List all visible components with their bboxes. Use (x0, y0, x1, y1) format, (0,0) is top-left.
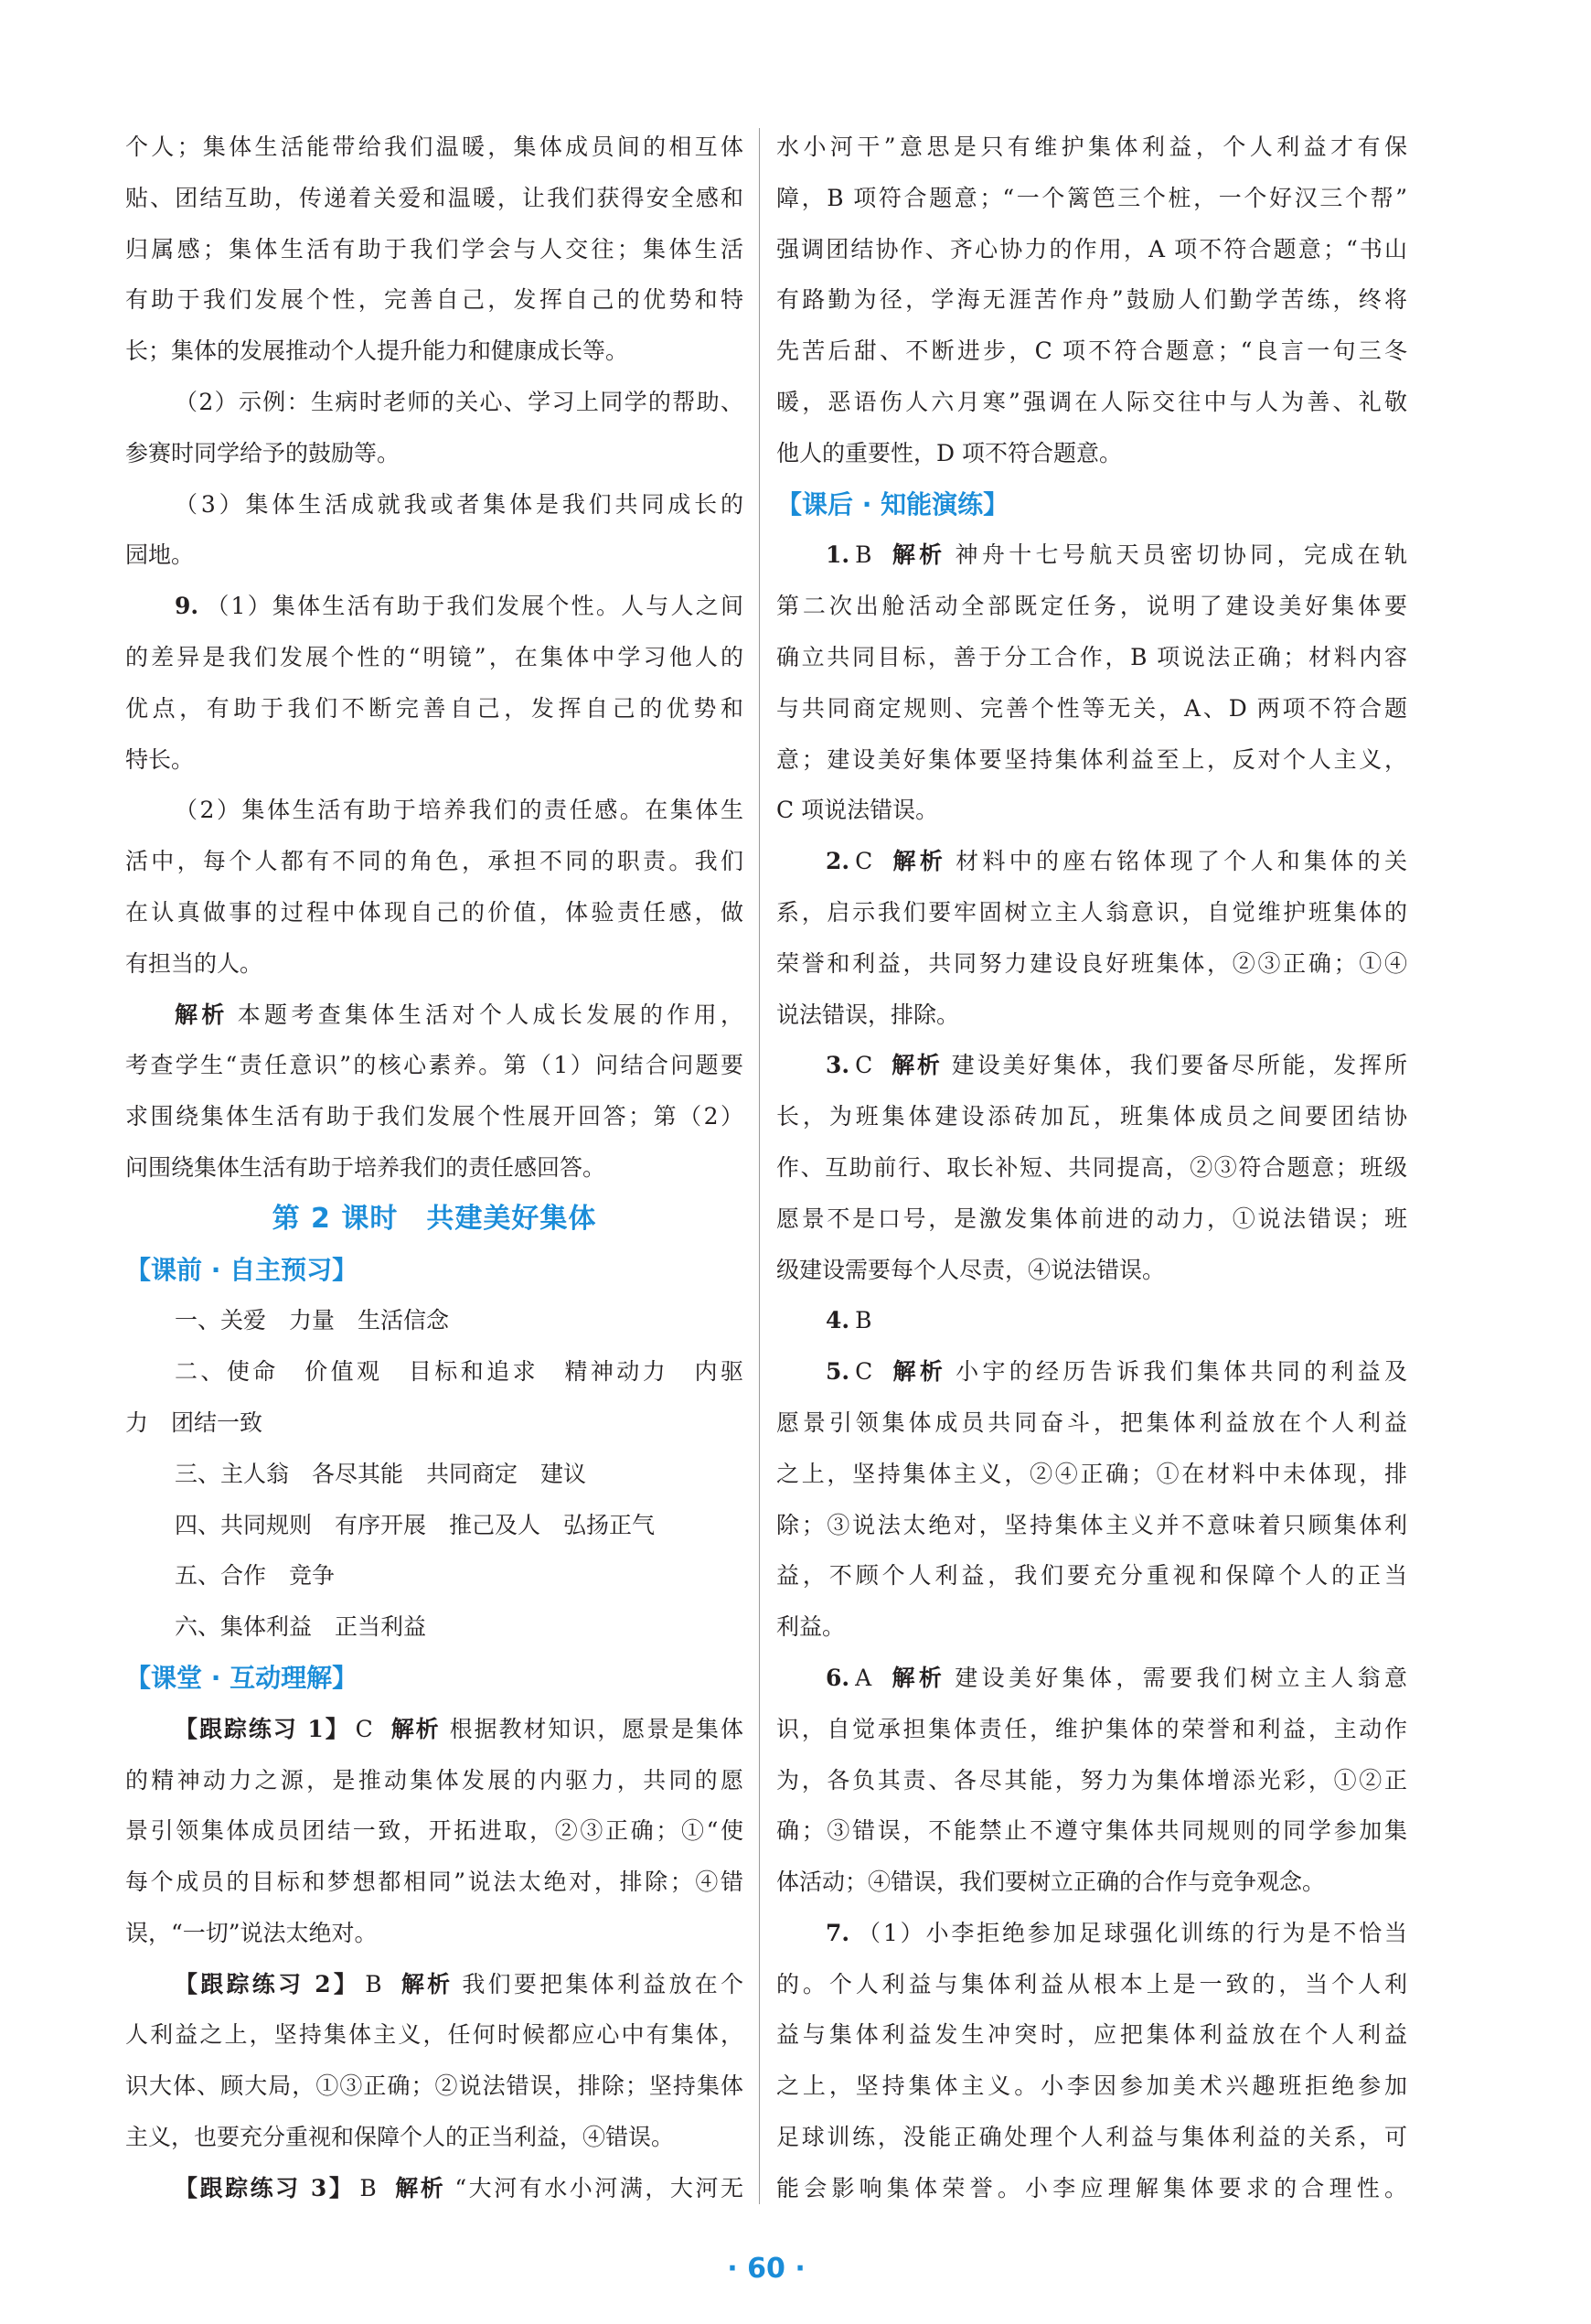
item-number: 6. (826, 1664, 850, 1691)
answer-letter: B (855, 1307, 872, 1334)
text-line (776, 274, 1407, 326)
line-text: 三、主人翁 各尽其能 共同商定 建议 (175, 1460, 587, 1487)
line-text: 水小河干”意思是只有维护集体利益，个人利益才有保 (776, 134, 1407, 160)
line-text: 长；集体的发展推动个人提升能力和健康成长等。 (125, 337, 629, 365)
text-line (776, 1601, 1407, 1653)
text-line (125, 581, 743, 632)
text-line (125, 785, 743, 836)
item-number: 【跟踪练习 3】 (175, 2174, 355, 2201)
text-line (776, 1857, 1407, 1908)
line-text: 一、关爱 力量 生活信念 (175, 1307, 450, 1334)
item-number: 5. (826, 1358, 850, 1386)
line-text: 与共同商定规则、完善个性等无关，A、D 两项不符合题 (776, 694, 1407, 722)
page-number: · 60 · (727, 2253, 806, 2285)
answer-letter: C (855, 1358, 873, 1386)
line-text: 小宇的经历告诉我们集体共同的利益及 (956, 1358, 1407, 1386)
text-paragraph (776, 1040, 1407, 1295)
answer-letter: C (855, 848, 873, 875)
text-paragraph (125, 1295, 743, 1346)
line-text: 建设美好集体，需要我们树立主人翁意 (955, 1664, 1407, 1691)
text-line (776, 1040, 1407, 1091)
text-line (125, 530, 743, 581)
line-text: 力 团结一致 (125, 1408, 263, 1436)
text-line (125, 683, 743, 734)
text-paragraph (776, 122, 1407, 479)
analysis-label: 解析 (888, 541, 946, 569)
line-text: 问围绕集体生活有助于培养我们的责任感回答。 (125, 1153, 606, 1181)
text-line (125, 1959, 743, 2010)
line-text: 说法错误，排除。 (776, 1001, 960, 1028)
line-text: （1）集体生活有助于我们发展个性。人与人之间 (204, 593, 743, 620)
text-line (776, 2061, 1407, 2112)
section-title: 【课后 · 知能演练】 (776, 488, 1009, 519)
line-text: 暖，恶语伤人六月寒”强调在人际交往中与人为善、礼敬 (776, 388, 1407, 415)
line-text: 建设美好集体，我们要备尽所能，发挥所 (951, 1052, 1407, 1079)
text-line (125, 377, 743, 428)
line-text: 六、集体利益 正当利益 (175, 1613, 427, 1641)
text-line (125, 887, 743, 938)
analysis-label: 解析 (389, 1715, 441, 1742)
line-text: 神舟十七号航天员密切协同，完成在轨 (955, 541, 1407, 569)
column-divider (759, 128, 760, 2204)
line-text: 利益。 (776, 1613, 846, 1641)
text-paragraph (125, 1346, 743, 1449)
text-line (776, 581, 1407, 632)
text-line (776, 1245, 1407, 1296)
item-number: 2. (826, 848, 850, 875)
line-text: 个人；集体生活能带给我们温暖，集体成员间的相互体 (125, 134, 743, 160)
line-text: 之上，坚持集体主义。小李因参加美术兴趣班拒绝参加 (776, 2072, 1407, 2100)
text-line (125, 938, 743, 990)
line-text: 景引领集体成员团结一致，开拓进取，②③正确；①“使 (125, 1817, 743, 1845)
text-paragraph (125, 2163, 743, 2214)
line-text: 第二次出舱活动全部既定任务，说明了建设美好集体要 (776, 593, 1407, 620)
text-line (776, 990, 1407, 1041)
line-text: 体活动；④错误，我们要树立正确的合作与竞争观念。 (776, 1869, 1326, 1896)
text-line (776, 2112, 1407, 2163)
text-paragraph (125, 1959, 743, 2163)
item-number: 4. (826, 1307, 850, 1334)
text-line (125, 1805, 743, 1857)
answer-letter: B (855, 541, 872, 569)
analysis-label: 解析 (889, 1358, 947, 1386)
line-text: 识，自觉承担集体责任，维护集体的荣誉和利益，主动作 (776, 1715, 1407, 1742)
analysis-label: 解析 (392, 2174, 446, 2201)
left-column (125, 122, 743, 2214)
answer-letter: C (855, 1052, 873, 1079)
answer-letter: C (355, 1715, 373, 1742)
answer-letter: B (365, 1970, 382, 1997)
text-line (125, 1398, 743, 1449)
text-line (776, 1091, 1407, 1142)
line-text: （1）小李拒绝参加足球强化训练的行为是不恰当 (855, 1919, 1407, 1946)
text-line (125, 990, 743, 1041)
line-text: 愿景引领集体成员共同奋斗，把集体利益放在个人利益 (776, 1408, 1407, 1436)
text-line (125, 224, 743, 275)
line-text: （3）集体生活成就我或者集体是我们共同成长的 (175, 490, 743, 518)
line-text: 他人的重要性，D 项不符合题意。 (776, 439, 1122, 466)
text-line (125, 428, 743, 479)
line-text: 级建设需要每个人尽责，④说法错误。 (776, 1256, 1166, 1283)
text-line (776, 2009, 1407, 2061)
text-line (125, 1040, 743, 1091)
lesson-title: 第 2 课时 共建美好集体 (272, 1202, 597, 1235)
analysis-label: 解析 (889, 1052, 943, 1079)
line-text: 贴、团结互助，传递着关爱和温暖，让我们获得安全感和 (125, 184, 743, 211)
text-line (125, 326, 743, 377)
text-line (125, 173, 743, 224)
text-line (776, 887, 1407, 938)
item-number: 1. (826, 541, 850, 569)
line-text: 根据教材知识，愿景是集体 (449, 1715, 743, 1742)
line-text: 益与集体利益发生冲突时，应把集体利益放在个人利益 (776, 2021, 1407, 2049)
text-line (125, 1704, 743, 1755)
text-line (776, 1908, 1407, 1959)
answer-letter: A (855, 1664, 872, 1691)
text-paragraph (125, 1550, 743, 1601)
line-text: 考查学生“责任意识”的核心素养。第（1）问结合问题要 (125, 1052, 743, 1079)
line-text: 园地。 (125, 541, 195, 569)
line-text: 愿景不是口号，是激发集体前进的动力，①说法错误；班 (776, 1205, 1407, 1232)
text-line (125, 1346, 743, 1398)
text-paragraph (776, 836, 1407, 1040)
text-line (776, 683, 1407, 734)
line-text: 为，各负其责、各尽其能，努力为集体增添光彩，①②正 (776, 1766, 1407, 1794)
line-text: 长，为班集体建设添砖加瓦，班集体成员之间要团结协 (776, 1103, 1407, 1130)
text-line (125, 2163, 743, 2214)
text-line (776, 326, 1407, 377)
line-text: 之上，坚持集体主义，②④正确；①在材料中未体现，排 (776, 1460, 1407, 1487)
text-paragraph (776, 530, 1407, 836)
text-line (125, 1091, 743, 1142)
text-paragraph (776, 1346, 1407, 1653)
text-paragraph (125, 581, 743, 785)
text-paragraph (125, 1500, 743, 1551)
line-text: （2）示例：生病时老师的关心、学习上同学的帮助、 (175, 388, 743, 415)
text-line (125, 1908, 743, 1959)
line-text: 特长。 (125, 745, 195, 773)
line-text: 本题考查集体生活对个人成长发展的作用， (237, 1001, 743, 1028)
line-text: （2）集体生活有助于培养我们的责任感。在集体生 (175, 797, 743, 824)
text-paragraph (125, 479, 743, 582)
item-number: 3. (826, 1052, 850, 1079)
line-text: 益，不顾个人利益，我们要充分重视和保障个人的正当 (776, 1562, 1407, 1590)
line-text: 材料中的座右铭体现了个人和集体的关 (956, 848, 1407, 875)
text-line (125, 1449, 743, 1500)
line-text: 的差异是我们发展个性的“明镜”，在集体中学习他人的 (125, 643, 743, 670)
text-line (125, 479, 743, 530)
analysis-label: 解析 (175, 1001, 229, 1028)
line-text: 荣誉和利益，共同努力建设良好班集体，②③正确；①④ (776, 949, 1407, 977)
text-line (125, 1601, 743, 1653)
line-text: 作、互助前行、取长补短、共同提高，②③符合题意；班级 (776, 1153, 1407, 1181)
text-line (125, 2112, 743, 2163)
analysis-label: 解析 (398, 1970, 454, 1997)
line-text: 归属感；集体生活有助于我们学会与人交往；集体生活 (125, 235, 743, 262)
text-paragraph (776, 1908, 1407, 2214)
line-text: 活中，每个人都有不同的角色，承担不同的职责。我们 (125, 848, 743, 875)
line-text: 求围绕集体生活有助于我们发展个性展开回答；第（2） (125, 1103, 743, 1130)
answer-letter: B (359, 2174, 377, 2201)
analysis-label: 解析 (889, 848, 947, 875)
text-line (776, 734, 1407, 786)
text-paragraph (125, 1704, 743, 1959)
text-line (776, 1500, 1407, 1551)
text-line (125, 1295, 743, 1346)
text-line (776, 1959, 1407, 2010)
text-line (776, 530, 1407, 581)
line-text: “大河有水小河满，大河无 (454, 2174, 743, 2201)
text-paragraph (125, 377, 743, 479)
text-line (125, 632, 743, 683)
line-text: 人利益之上，坚持集体主义，任何时候都应心中有集体， (125, 2021, 743, 2049)
section-title: 【课堂 · 互动理解】 (125, 1662, 358, 1693)
line-text: 除；③说法太绝对，坚持集体主义并不意味着只顾集体利 (776, 1511, 1407, 1538)
text-line (776, 1398, 1407, 1449)
line-text: 有担当的人。 (125, 949, 263, 977)
text-line (776, 1346, 1407, 1398)
line-text: 误，“一切”说法太绝对。 (125, 1919, 378, 1946)
text-line (776, 1653, 1407, 1704)
line-text: 能会影响集体荣誉。小李应理解集体要求的合理性。 (776, 2174, 1407, 2201)
text-line (776, 377, 1407, 428)
line-text: 四、共同规则 有序开展 推己及人 弘扬正气 (175, 1511, 656, 1538)
text-paragraph (125, 785, 743, 989)
line-text: 障，B 项符合题意；“一个篱笆三个桩，一个好汉三个帮” (776, 184, 1407, 211)
text-line (776, 785, 1407, 836)
line-text: 有路勤为径，学海无涯苦作舟”鼓励人们勤学苦练，终将 (776, 286, 1407, 314)
line-text: 足球训练，没能正确处理个人利益与集体利益的关系，可 (776, 2124, 1407, 2151)
text-line (776, 836, 1407, 887)
line-text: 确立共同目标，善于分工合作，B 项说法正确；材料内容 (776, 643, 1407, 670)
text-line (776, 1449, 1407, 1500)
text-line (125, 1755, 743, 1806)
text-line (776, 938, 1407, 990)
section-title: 【课前 · 自主预习】 (125, 1254, 358, 1285)
line-text: 优点，有助于我们不断完善自己，发挥自己的优势和 (125, 694, 743, 722)
text-line (125, 1142, 743, 1194)
text-paragraph (125, 990, 743, 1194)
text-line (125, 1500, 743, 1551)
line-text: 参赛时同学给予的鼓励等。 (125, 439, 400, 466)
line-text: 我们要把集体利益放在个 (462, 1970, 743, 1997)
text-paragraph (125, 1449, 743, 1500)
text-line (125, 836, 743, 887)
text-line (125, 1857, 743, 1908)
text-line (776, 1142, 1407, 1194)
text-line (125, 734, 743, 786)
text-line (776, 122, 1407, 173)
line-text: 强调团结协作、齐心协力的作用，A 项不符合题意；“书山 (776, 235, 1407, 262)
line-text: 识大体、顾大局，①③正确；②说法错误，排除；坚持集体 (125, 2072, 743, 2100)
item-number: 【跟踪练习 1】 (175, 1715, 350, 1742)
text-line (776, 1194, 1407, 1245)
line-text: 二、使命 价值观 目标和追求 精神动力 内驱 (175, 1358, 743, 1386)
item-number: 【跟踪练习 2】 (175, 1970, 360, 1997)
line-text: C 项说法错误。 (776, 797, 939, 824)
text-line (125, 2061, 743, 2112)
text-line (125, 274, 743, 326)
text-line (776, 1805, 1407, 1857)
text-line (776, 1295, 1407, 1346)
text-line (776, 1704, 1407, 1755)
line-text: 主义，也要充分重视和保障个人的正当利益，④错误。 (125, 2124, 675, 2151)
text-line (125, 2009, 743, 2061)
line-text: 确；③错误，不能禁止不遵守集体共同规则的同学参加集 (776, 1817, 1407, 1845)
text-line (125, 122, 743, 173)
right-column (776, 122, 1407, 2214)
line-text: 的精神动力之源，是推动集体发展的内驱力，共同的愿 (125, 1766, 743, 1794)
analysis-label: 解析 (888, 1664, 946, 1691)
text-line (776, 173, 1407, 224)
line-text: 意；建设美好集体要坚持集体利益至上，反对个人主义， (776, 745, 1407, 773)
text-line (776, 2163, 1407, 2214)
text-paragraph (125, 122, 743, 377)
line-text: 五、合作 竞争 (175, 1562, 336, 1590)
line-text: 每个成员的目标和梦想都相同”说法太绝对，排除；④错 (125, 1869, 743, 1896)
text-line (776, 632, 1407, 683)
text-line (776, 1550, 1407, 1601)
text-line (776, 1755, 1407, 1806)
text-line (776, 428, 1407, 479)
line-text: 系，启示我们要牢固树立主人翁意识，自觉维护班集体的 (776, 898, 1407, 926)
item-number: 7. (826, 1919, 850, 1946)
text-paragraph (776, 1295, 1407, 1346)
text-paragraph (125, 1601, 743, 1653)
text-line (125, 1550, 743, 1601)
line-text: 有助于我们发展个性，完善自己，发挥自己的优势和特 (125, 286, 743, 314)
text-line (776, 224, 1407, 275)
item-number: 9. (175, 593, 199, 620)
text-paragraph (776, 1653, 1407, 1908)
line-text: 先苦后甜、不断进步，C 项不符合题意；“良言一句三冬 (776, 337, 1407, 365)
line-text: 的。个人利益与集体利益从根本上是一致的，当个人利 (776, 1970, 1407, 1997)
line-text: 在认真做事的过程中体现自己的价值，体验责任感，做 (125, 898, 743, 926)
